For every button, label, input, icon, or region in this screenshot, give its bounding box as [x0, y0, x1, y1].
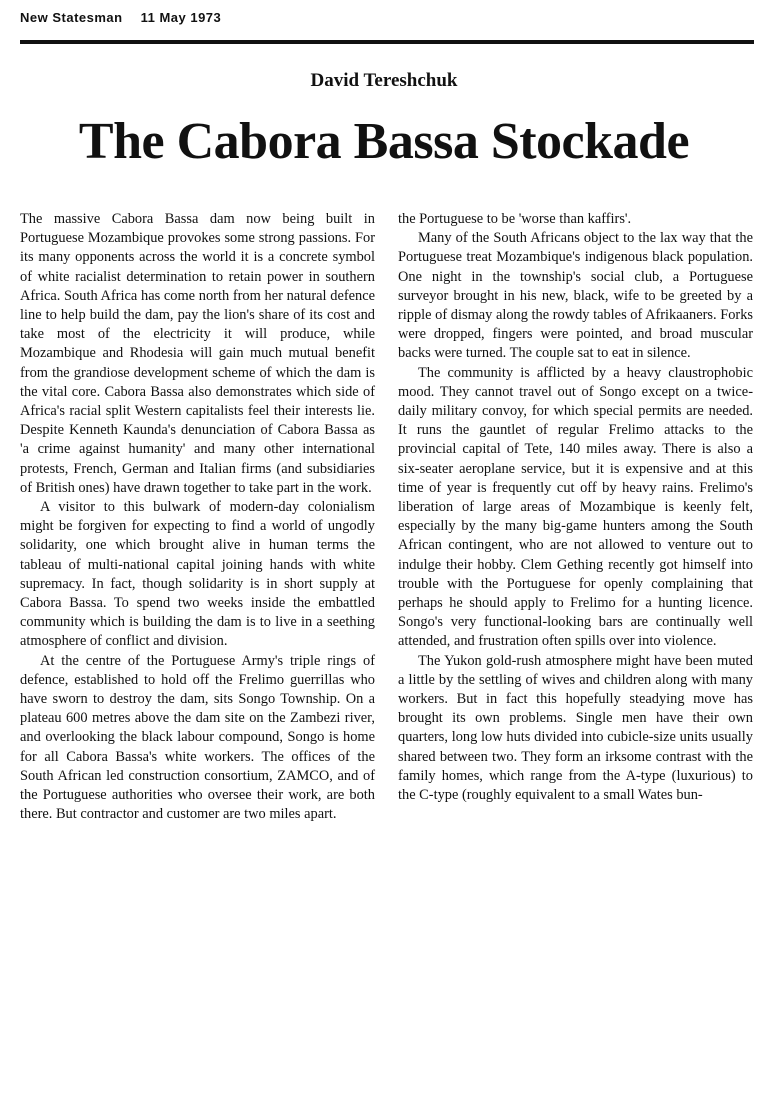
- paragraph: A visitor to this bulwark of modern-day colonialism might be forgiven for expecting to find a world of ungodly solidarity, one which brought alive in human terms the tableau of multi-national capital joining hands with white supremacy. In fact, though solidarity is in short supply at Cabora Bassa. To spend two weeks inside the embattled community which is building the dam is to live in a seething atmosphere of conflict and division.: [20, 499, 375, 650]
- paragraph: The Yukon gold-rush atmosphere might have been muted a little by the settling of wives and children along with many workers. But in fact this hopefully steadying move has brought its own problems. Single men have their own quarters, long low huts divided into cubicle-size units usually shared between two. They form an irksome contrast with the family homes, which range from the A-type (luxurious) to the C-type (roughly equivalent to a small Wates bun-: [398, 652, 753, 804]
- paragraph: the Portuguese to be 'worse than kaffirs'.: [398, 211, 632, 227]
- paragraph: The community is afflicted by a heavy claustrophobic mood. They cannot travel out of Songo except on a twice-daily military convoy, for which special permits are needed. It runs the gauntlet of regular Frelimo attacks to the provincial capital of Tete, 140 miles away. There is also a six-seater aeroplane service, but it is expensive and at this time of year is frequently cut off by heavy rains. Frelimo's liberation of large areas of Mozambique is keenly felt, especially by the many big-game hunters among the South African contingent, who are not allowed to venture out to indulge their hobby. Clem Gething recently got himself into trouble with the Portuguese for openly complaining that perhaps he should apply to Frelimo for a hunting licence. Songo's very functional-looking bars are continually well attended, and frustration often spills over into violence.: [398, 364, 753, 650]
- article-headline: The Cabora Bassa Stockade: [78, 113, 690, 170]
- publication-name: New Statesman: [20, 10, 123, 25]
- article-column-left: [20, 210, 375, 825]
- masthead-rule: [20, 40, 754, 44]
- paragraph: Many of the South Africans object to the lax way that the Portuguese treat Mozambique's indigenous black population. One night in the township's social club, a Portuguese surveyor brought in his new, black, wife to be greeted by a ripple of dismay along the rowdy tables of Afrikaaners. Forks were dropped, fingers were pointed, and broad muscular backs were turned. The couple sat to eat in silence.: [398, 230, 753, 362]
- paragraph: At the centre of the Portuguese Army's triple rings of defence, established to hold off the Frelimo guerrillas who have sworn to destroy the dam, sits Songo Township. On a plateau 600 metres above the dam site on the Zambezi river, and overlooking the black labour compound, Songo is home for all Cabora Bassa's white workers. The offices of the South African led construction consortium, ZAMCO, and of the Portuguese authorities who oversee their work, are both there. But contractor and customer are two miles apart.: [20, 652, 375, 823]
- paragraph: The massive Cabora Bassa dam now being built in Portuguese Mozambique provokes some strong passions. For its many opponents across the world it is a concrete symbol of white racialist determination to retain power in southern Africa. South Africa has come north from her natural defence line to help build the dam, pay the lion's share of its cost and take most of the electricity it will produce, while Mozambique and Rhodesia will gain much mutual benefit from the grandiose development scheme of which the dam is the vital core. Cabora Bassa also demonstrates which side of Africa's racial split Western capitalists feel their interests lie. Despite Kenneth Kaunda's denunciation of Cabora Bassa as 'a crime against humanity' and many other international protests, French, German and Italian firms (and subsidiaries of British ones) have drawn together to take part in the work.: [20, 211, 375, 496]
- masthead: [20, 10, 750, 25]
- author-byline: David Tereshchuk: [310, 70, 458, 91]
- issue-date: 11 May 1973: [140, 10, 222, 25]
- article-column-right: [398, 210, 753, 805]
